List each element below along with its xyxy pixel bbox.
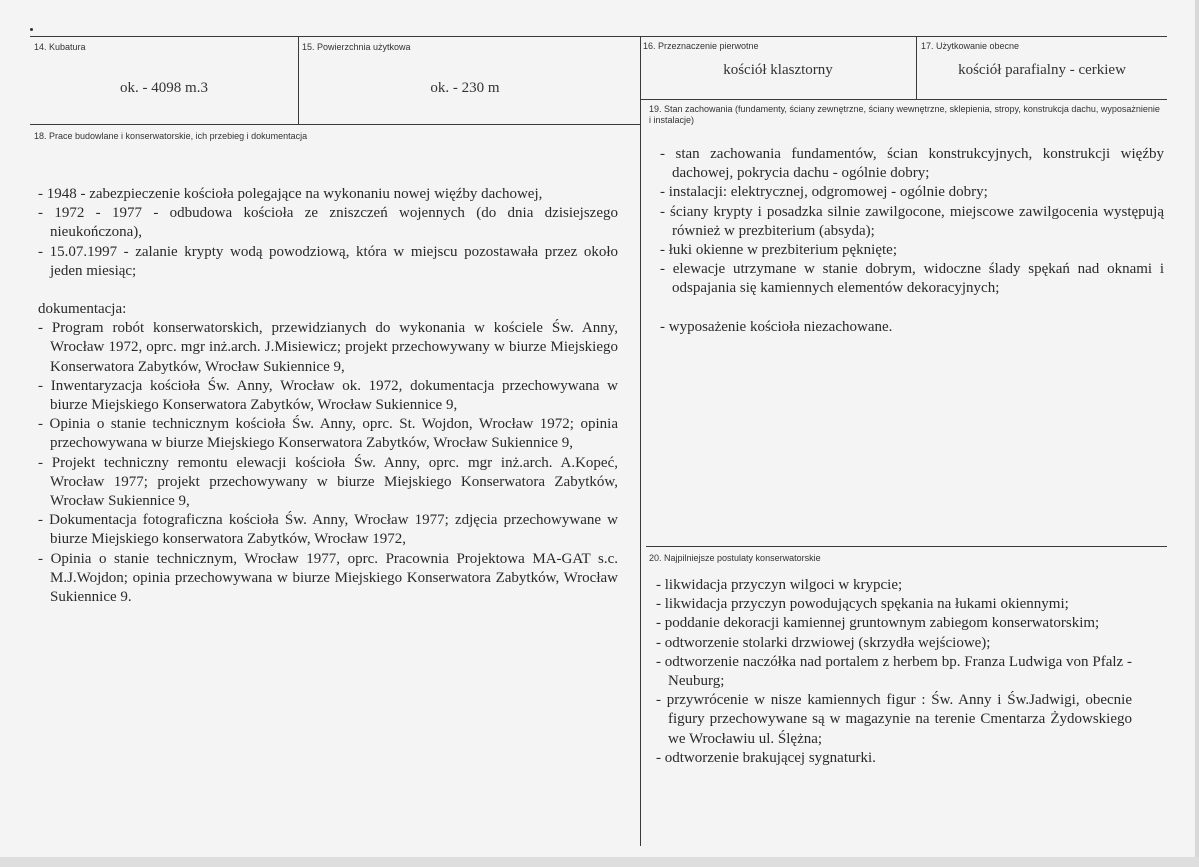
documentation-list: [38, 319, 618, 607]
field-16-value: kościół klasztorny: [723, 62, 833, 78]
field-15-value: ok. - 230 m: [430, 80, 500, 96]
list-item: - Projekt techniczny remontu elewacji kościoła Św. Anny, oprc. mgr inż.arch. A.Kopeć, Wrocław 1977; projekt przechowywany w biurze Miejskiego Konserwatora Zabytków, Wrocław Sukiennice 9,: [38, 454, 618, 510]
scan-edge-right: [1195, 0, 1199, 867]
list-item: - 1948 - zabezpieczenie kościoła polegające na wykonaniu nowej więźby dachowej,: [38, 186, 543, 202]
rule-under-14-15: [30, 124, 641, 125]
list-item: - odtworzenie naczółka nad portalem z herbem bp. Franza Ludwiga von Pfalz - Neuburg;: [656, 653, 1132, 690]
list-item: - likwidacja przyczyn wilgoci w krypcie;: [656, 577, 903, 593]
list-item: - poddanie dekoracji kamiennej gruntownym zabiegom konserwatorskim;: [656, 615, 1100, 632]
field-15-label: 15. Powierzchnia użytkowa: [302, 42, 411, 52]
list-item: - Inwentaryzacja kościoła Św. Anny, Wrocław ok. 1972, dokumentacja przechowywana w biurze Miejskiego Konserwatora Zabytków, Wrocław Sukiennice 9,: [38, 377, 618, 414]
list-item: - odtworzenie stolarki drzwiowej (skrzydła wejściowe);: [656, 634, 991, 651]
list-item: - Opinia o stanie technicznym, Wrocław 1977, oprc. Pracownia Projektowa MA-GAT s.c. M.J.Wojdon; opinia przechowywana w biurze Miejskiego Konserwatora Zabytków, Wrocław Sukiennice 9.: [38, 550, 618, 606]
list-item: - instalacji: elektrycznej, odgromowej - ogólnie dobry;: [660, 184, 988, 201]
list-item: - elewacje utrzymane w stanie dobrym, widoczne ślady spękań nad oknami i odspajania się kamiennych elementów dekoracyjnych;: [660, 261, 1164, 297]
list-item: - Dokumentacja fotograficzna kościoła Św. Anny, Wrocław 1977; zdjęcia przechowywane w biurze Miejskiego konserwatora Zabytków, Wrocław 1972,: [38, 512, 618, 548]
field-17-value: kościół parafialny - cerkiew: [958, 62, 1126, 78]
list-item: - odtworzenie brakującej sygnaturki.: [656, 749, 876, 766]
field-16-label: 16. Przeznaczenie pierwotne: [643, 41, 759, 51]
divider-14-15: [298, 36, 299, 124]
field-19-label: 19. Stan zachowania (fundamenty, ściany zewnętrzne, ściany wewnętrzne, sklepienia, stropy, konstrukcja dachu, wyposażnienie i instalacje): [649, 104, 1160, 125]
list-item: - Opinia o stanie technicznym kościoła Św. Anny, oprc. St. Wojdon, Wrocław 1972; opinia przechowywana w biurze Miejskiego Konserwatora Zabytków, Wrocław Sukiennice 9,: [38, 416, 618, 452]
scan-edge-bottom: [0, 857, 1199, 867]
list-item: - łuki okienne w prezbiterium pęknięte;: [660, 242, 898, 259]
field-18-content: [38, 185, 618, 607]
list-item: - stan zachowania fundamentów, ścian konstrukcyjnych, konstrukcji więźby dachowej, pokrycia dachu - ogólnie dobry;: [660, 146, 1164, 182]
field-18-label: 18. Prace budowlane i konserwatorskie, ich przebieg i dokumentacja: [34, 131, 308, 141]
documentation-heading: dokumentacja:: [38, 301, 127, 318]
postulates-list: [656, 576, 1132, 768]
field-20-content: [656, 576, 1132, 768]
list-item: - likwidacja przyczyn powodujących spękania na łukami okiennymi;: [656, 596, 1069, 613]
list-item: - 15.07.1997 - zalanie krypty wodą powodziową, która w miejscu pozostawała przez około jeden miesiąc;: [38, 243, 618, 279]
field-14-value: ok. - 4098 m.3: [120, 80, 208, 96]
divider-16-17: [916, 36, 917, 100]
rule-under-16-17: [640, 99, 1167, 100]
field-14-label: 14. Kubatura: [34, 42, 86, 52]
center-divider: [640, 36, 641, 846]
field-19-content: [660, 145, 1164, 337]
top-rule: [30, 36, 1167, 37]
corner-mark: [30, 28, 33, 31]
field-20-label: 20. Najpilniejsze postulaty konserwatorskie: [649, 553, 821, 563]
list-item: - ściany krypty i posadzka silnie zawilgocone, miejscowe zawilgocenia występują również w prezbiterium (absyda);: [660, 203, 1164, 239]
list-item: - wyposażenie kościoła niezachowane.: [660, 318, 893, 335]
works-list: [38, 185, 618, 281]
list-item: - przywrócenie w nisze kamiennych figur : Św. Anny i Św.Jadwigi, obecnie figury przechowywane są w magazynie na terenie Cmentarza Żydowskiego we Wrocławiu ul. Ślężna;: [656, 692, 1132, 747]
condition-list: [660, 145, 1164, 299]
rule-above-20: [646, 546, 1167, 547]
condition-extra-list: [660, 318, 1164, 337]
spacer: [660, 299, 1164, 318]
field-17-label: 17. Użytkowanie obecne: [921, 41, 1020, 51]
list-item: - 1972 - 1977 - odbudowa kościoła ze zniszczeń wojennych (do dnia dzisiejszego nieukończona),: [38, 205, 618, 241]
list-item: - Program robót konserwatorskich, przewidzianych do wykonania w kościele Św. Anny, Wrocław 1972, oprc. mgr inż.arch. J.Misiewicz; projekt przechowywany w biurze Miejskiego Konserwatora Zabytków, Wrocław Sukiennice 9,: [38, 320, 618, 375]
